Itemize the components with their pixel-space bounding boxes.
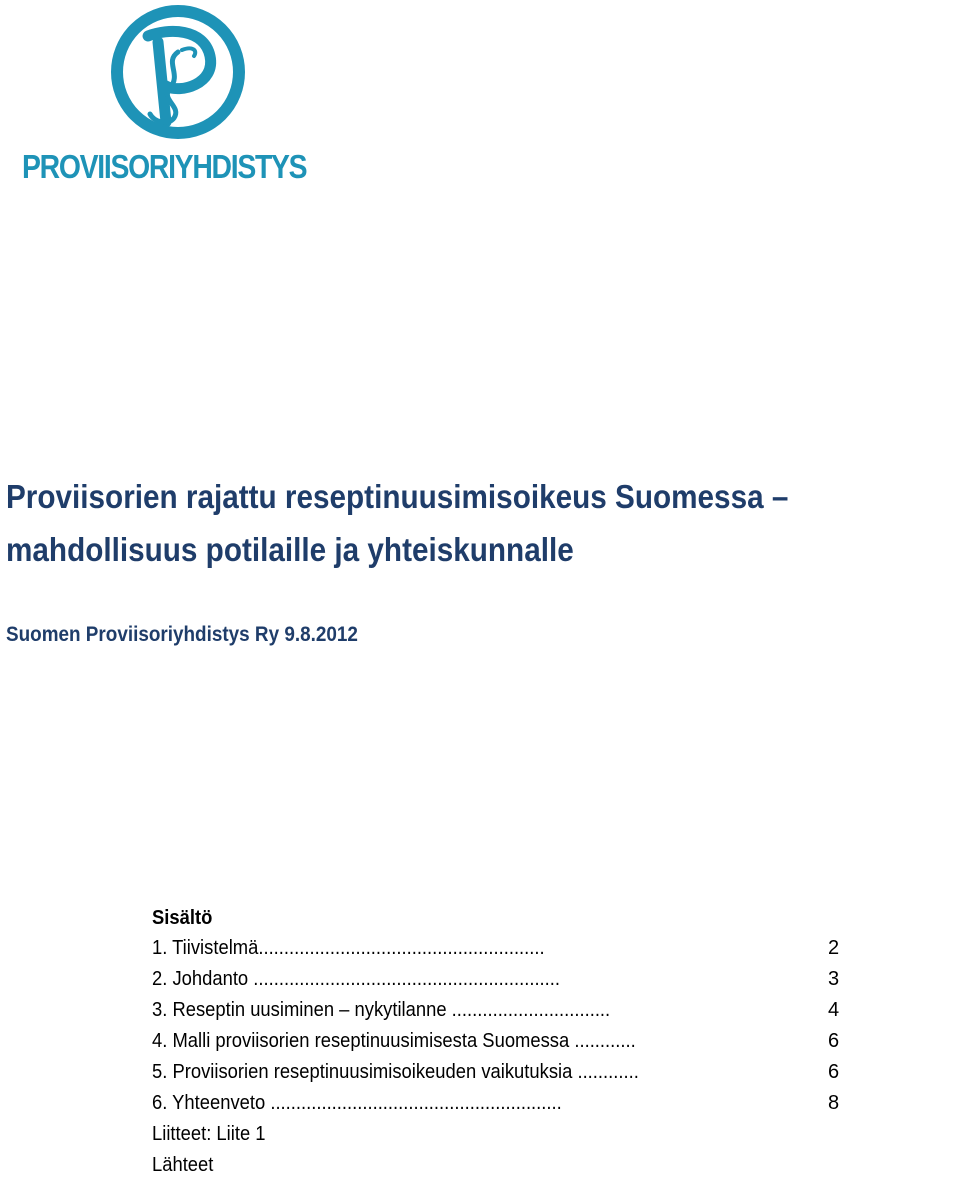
logo-wordmark: PROVIISORIYHDISTYS xyxy=(22,148,307,185)
toc-entry-page: 6 xyxy=(828,1061,840,1083)
toc-entry[interactable] xyxy=(152,1026,852,1057)
toc-entry-title: 3. Reseptin uusiminen – nykytilanne ............................... xyxy=(152,999,611,1021)
toc-entry-page: 3 xyxy=(828,968,840,990)
toc-entry-title: 6. Yhteenveto ......................................................... xyxy=(152,1092,562,1114)
toc-entry-title: 1. Tiivistelmä........................................................ xyxy=(152,937,545,959)
toc-entry[interactable] xyxy=(152,964,852,995)
toc-entry-page: 8 xyxy=(828,1092,840,1114)
toc-entry-page: 4 xyxy=(828,999,840,1021)
p-letter-circle-logo-icon xyxy=(108,2,248,142)
toc-entry-title: 2. Johdanto ............................................................ xyxy=(152,968,561,990)
toc-entry[interactable] xyxy=(152,995,852,1026)
toc-entry-title: Lähteet xyxy=(152,1154,214,1176)
toc-entry[interactable] xyxy=(152,933,852,964)
toc-entry[interactable] xyxy=(152,1057,852,1088)
toc-entry-page: 2 xyxy=(828,937,840,959)
toc-entry-title: 4. Malli proviisorien reseptinuusimisesta Suomessa ............ xyxy=(152,1030,636,1052)
table-of-contents xyxy=(152,903,852,1181)
organization-logo xyxy=(0,0,360,200)
toc-entry-title: 5. Proviisorien reseptinuusimisoikeuden vaikutuksia ............ xyxy=(152,1061,639,1083)
toc-heading: Sisältö xyxy=(152,907,213,929)
toc-entry-page: 6 xyxy=(828,1030,840,1052)
toc-entry[interactable] xyxy=(152,1150,852,1181)
toc-entry[interactable] xyxy=(152,1119,852,1150)
toc-entry[interactable] xyxy=(152,1088,852,1119)
document-subtitle: Suomen Proviisoriyhdistys Ry 9.8.2012 xyxy=(6,623,358,646)
toc-entry-title: Liitteet: Liite 1 xyxy=(152,1123,266,1145)
document-title: Proviisorien rajattu reseptinuusimisoikeus Suomessa – mahdollisuus potilaille ja yhteiskunnalle xyxy=(6,478,789,568)
